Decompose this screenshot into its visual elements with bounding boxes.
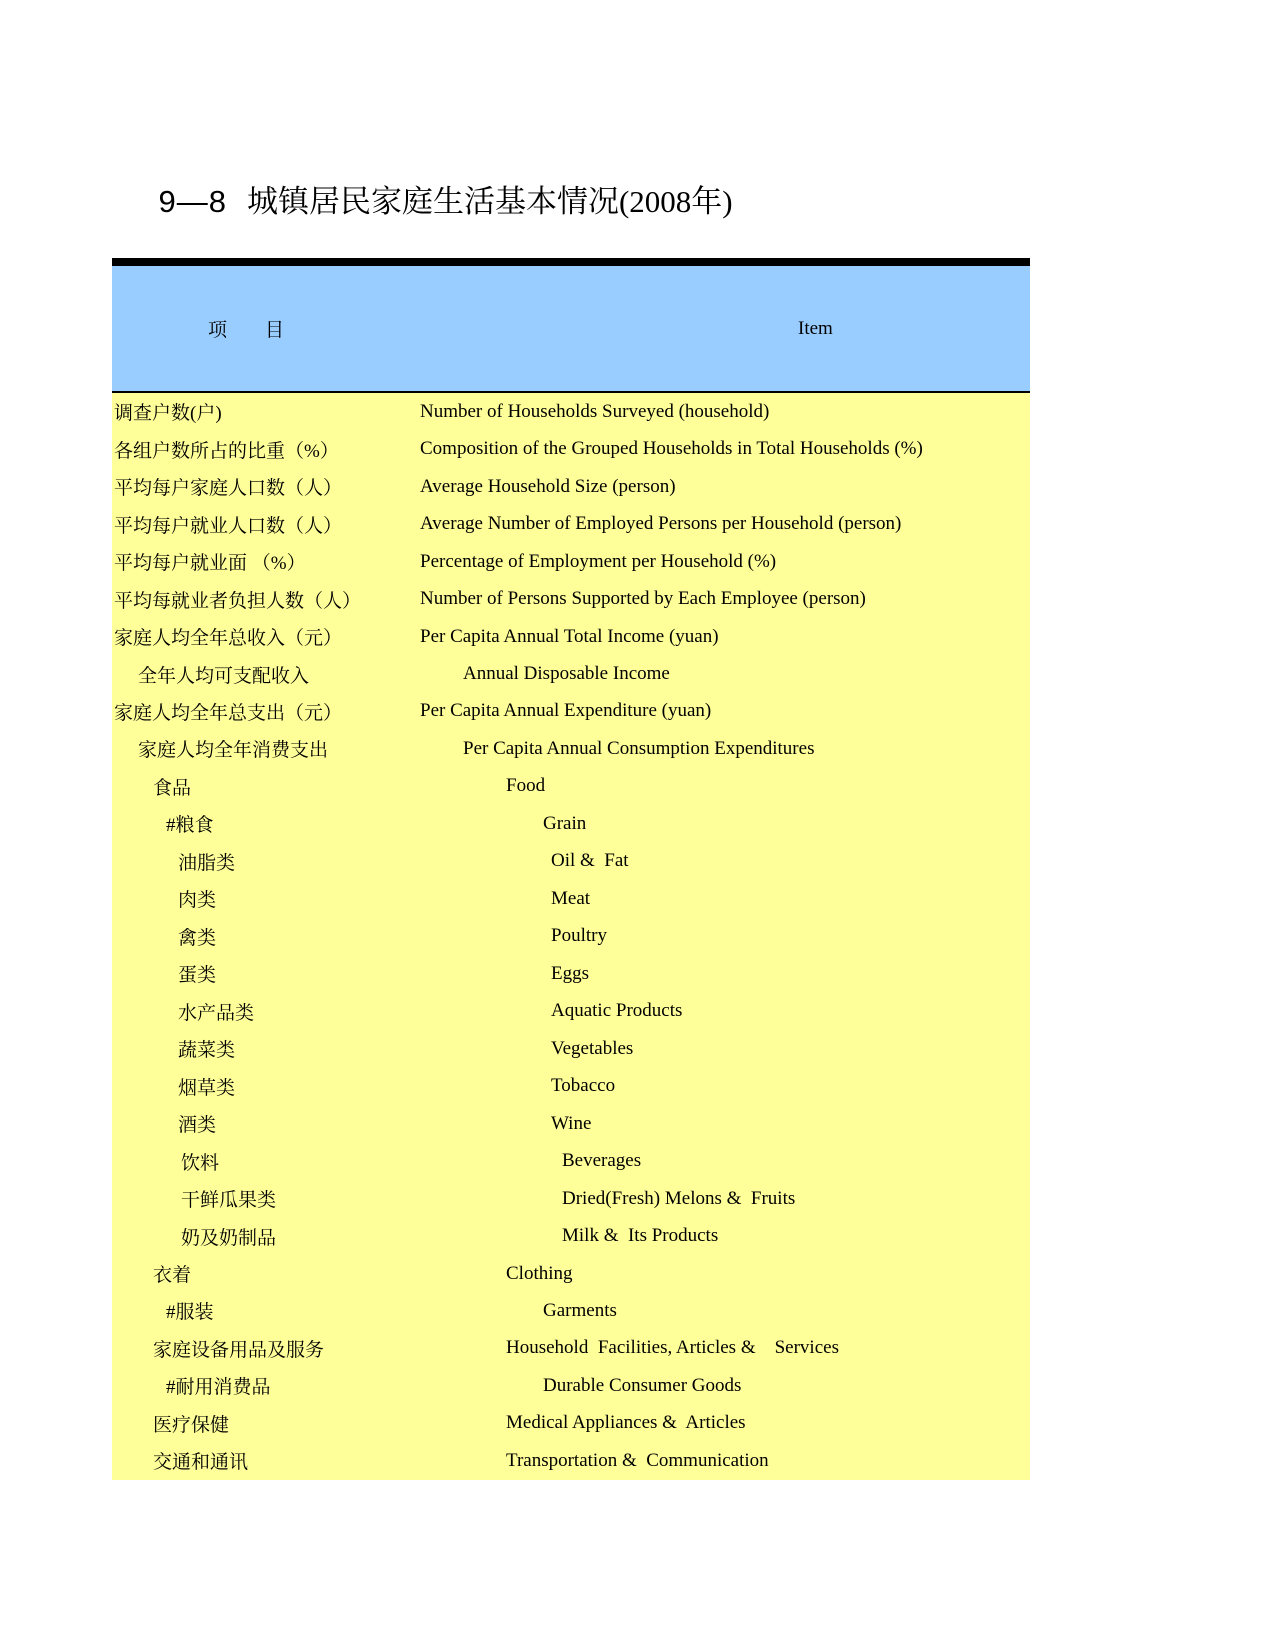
table-row <box>112 1105 1030 1142</box>
item-label-cn: 平均每户就业面 （%） <box>114 553 306 575</box>
item-label-en: Garments <box>543 1299 617 1321</box>
table-row <box>112 918 1030 955</box>
table-row <box>112 393 1030 430</box>
item-label-en: Oil & Fat <box>551 850 629 872</box>
table-row <box>112 543 1030 580</box>
item-label-cn: 禽类 <box>178 927 217 949</box>
item-label-en: Number of Persons Supported by Each Employee (person) <box>420 588 866 610</box>
page-title-cn <box>112 136 733 268</box>
item-label-en: Annual Disposable Income <box>463 663 670 685</box>
table-row <box>112 768 1030 805</box>
item-label-cn: 烟草类 <box>178 1077 236 1099</box>
table-row <box>112 430 1030 467</box>
item-label-en: Tobacco <box>551 1075 616 1097</box>
item-label-cn: 干鲜瓜果类 <box>181 1190 277 1212</box>
item-label-en: Dried(Fresh) Melons & Fruits <box>562 1187 796 1209</box>
table-row <box>112 693 1030 730</box>
table-row <box>112 1030 1030 1067</box>
item-label-cn: 平均每户家庭人口数（人） <box>114 478 343 500</box>
item-label-en: Clothing <box>506 1262 573 1284</box>
item-label-en: Food <box>506 775 546 797</box>
item-label-en: Wine <box>551 1112 592 1134</box>
item-label-cn: #服装 <box>166 1302 214 1324</box>
table-header <box>112 266 1030 393</box>
item-label-cn: 交通和通讯 <box>153 1452 249 1474</box>
item-label-cn: 油脂类 <box>178 852 236 874</box>
item-label-en: Number of Households Surveyed (household) <box>420 400 770 422</box>
item-label-en: Per Capita Annual Consumption Expenditures <box>463 737 815 759</box>
item-label-en: Beverages <box>562 1150 642 1172</box>
table-row <box>112 1367 1030 1404</box>
indicator-table <box>112 258 1030 1480</box>
item-label-en: Poultry <box>551 925 607 947</box>
table-row <box>112 505 1030 542</box>
table-row <box>112 843 1030 880</box>
item-label-en: Vegetables <box>551 1037 634 1059</box>
item-label-cn: 蔬菜类 <box>178 1040 236 1062</box>
table-top-border <box>112 258 1030 266</box>
table-row <box>112 1405 1030 1442</box>
item-label-cn: 各组户数所占的比重（%） <box>114 440 339 462</box>
item-label-en: Per Capita Annual Total Income (yuan) <box>420 625 719 647</box>
table-body <box>112 393 1030 1480</box>
item-label-en: Per Capita Annual Expenditure (yuan) <box>420 700 712 722</box>
table-row <box>112 880 1030 917</box>
item-label-cn: 医疗保健 <box>153 1414 230 1436</box>
table-row <box>112 805 1030 842</box>
item-label-cn: 肉类 <box>178 890 217 912</box>
item-label-en: Durable Consumer Goods <box>543 1374 742 1396</box>
item-label-cn: 奶及奶制品 <box>181 1227 277 1249</box>
item-label-cn: 饮料 <box>181 1152 220 1174</box>
item-label-cn: 衣着 <box>153 1265 192 1287</box>
item-label-en: Household Facilities, Articles & Services <box>506 1337 839 1359</box>
item-label-cn: 调查户数(户) <box>114 403 222 425</box>
table-row <box>112 655 1030 692</box>
item-label-cn: #耐用消费品 <box>166 1377 271 1399</box>
table-row <box>112 618 1030 655</box>
item-label-en: Average Household Size (person) <box>420 475 676 497</box>
table-row <box>112 1067 1030 1104</box>
item-label-en: Composition of the Grouped Households in Total Households (%) <box>420 438 923 460</box>
table-row <box>112 580 1030 617</box>
item-label-en: Eggs <box>551 962 589 984</box>
item-label-cn: 家庭人均全年总收入（元） <box>114 628 343 650</box>
header-cell-en: Item <box>798 317 833 339</box>
item-label-cn: 蛋类 <box>178 965 217 987</box>
table-number: 9—8 <box>158 184 227 219</box>
item-label-en: Aquatic Products <box>551 1000 683 1022</box>
table-row <box>112 1142 1030 1179</box>
item-label-en: Grain <box>543 812 587 834</box>
table-row <box>112 1255 1030 1292</box>
table-row <box>112 1330 1030 1367</box>
item-label-en: Percentage of Employment per Household (%) <box>420 550 777 572</box>
item-label-cn: 水产品类 <box>178 1002 255 1024</box>
item-label-cn: 家庭人均全年总支出（元） <box>114 702 343 724</box>
item-label-en: Milk & Its Products <box>562 1225 719 1247</box>
table-row <box>112 955 1030 992</box>
item-label-cn: 平均每就业者负担人数（人） <box>114 590 362 612</box>
item-label-cn: 平均每户就业人口数（人） <box>114 515 343 537</box>
item-label-cn: 食品 <box>153 777 192 799</box>
header-cell-cn: 项 目 <box>208 320 285 341</box>
table-row <box>112 1442 1030 1479</box>
table-row <box>112 730 1030 767</box>
item-label-en: Meat <box>551 887 591 909</box>
item-label-en: Average Number of Employed Persons per Household (person) <box>420 513 902 535</box>
table-row <box>112 993 1030 1030</box>
item-label-cn: 酒类 <box>178 1115 217 1137</box>
item-label-cn: #粮食 <box>166 815 214 837</box>
item-label-en: Transportation & Communication <box>506 1449 769 1471</box>
table-row <box>112 1217 1030 1254</box>
table-row <box>112 1180 1030 1217</box>
table-row <box>112 468 1030 505</box>
title-cn-text: 城镇居民家庭生活基本情况(2008年) <box>246 184 733 219</box>
table-row <box>112 1292 1030 1329</box>
item-label-cn: 家庭设备用品及服务 <box>153 1339 325 1361</box>
item-label-cn: 家庭人均全年消费支出 <box>138 740 329 762</box>
item-label-en: Medical Appliances & Articles <box>506 1412 746 1434</box>
item-label-cn: 全年人均可支配收入 <box>138 665 310 687</box>
